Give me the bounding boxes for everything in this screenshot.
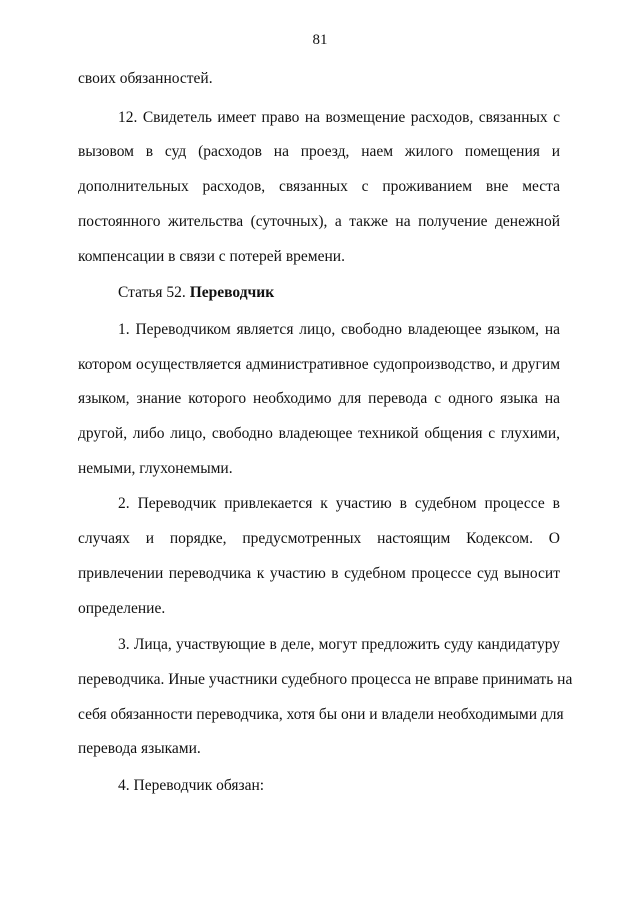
paragraph-12-line-5: компенсации в связи с потерей времени.	[78, 247, 345, 265]
paragraph-2-line-4: определение.	[78, 599, 166, 617]
paragraph-1-line-1: 1. Переводчиком является лицо, свободно владеющее языком, на	[118, 320, 560, 338]
paragraph-12-line-3: дополнительных расходов, связанных с проживанием вне места	[78, 178, 560, 196]
paragraph-1-line-4: другой, либо лицо, свободно владеющее техникой общения с глухими,	[78, 425, 560, 443]
document-body	[78, 62, 573, 804]
paragraph-12-line-1: 12. Свидетель имеет право на возмещение расходов, связанных с	[118, 108, 560, 126]
paragraph-3-line-2: переводчика. Иные участники судебного процесса не вправе принимать на	[78, 670, 573, 688]
paragraph-3-line-4: перевода языками.	[78, 740, 201, 758]
page-number: 81	[312, 32, 328, 48]
paragraph-3-line-1: 3. Лица, участвующие в деле, могут предложить суду кандидатуру	[118, 636, 560, 654]
article-heading	[78, 276, 560, 311]
paragraph-2-line-2: случаях и порядке, предусмотренных настоящим Кодексом. О	[78, 530, 560, 548]
paragraph-12-line-2: вызовом в суд (расходов на проезд, наем жилого помещения и	[78, 143, 560, 161]
article-title: Переводчик	[189, 284, 275, 302]
paragraph-2-line-1: 2. Переводчик привлекается к участию в судебном процессе в	[118, 495, 560, 513]
article-prefix: Статья 52.	[118, 284, 186, 302]
paragraph-3-line-3: себя обязанности переводчика, хотя бы они и владели необходимыми для	[78, 705, 564, 723]
paragraph-1-line-5: немыми, глухонемыми.	[78, 459, 233, 477]
paragraph-12-line-4: постоянного жительства (суточных), а также на получение денежной	[78, 212, 560, 230]
paragraph-1-line-3: языком, знание которого необходимо для перевода с одного языка на	[78, 390, 560, 408]
continuation-line: своих обязанностей.	[78, 70, 213, 87]
paragraph-2-line-3: привлечении переводчика к участию в судебном процессе суд выносит	[78, 564, 560, 582]
paragraph-1-line-2: котором осуществляется административное судопроизводство, и другим	[78, 355, 560, 373]
paragraph-4: 4. Переводчик обязан:	[118, 777, 265, 795]
